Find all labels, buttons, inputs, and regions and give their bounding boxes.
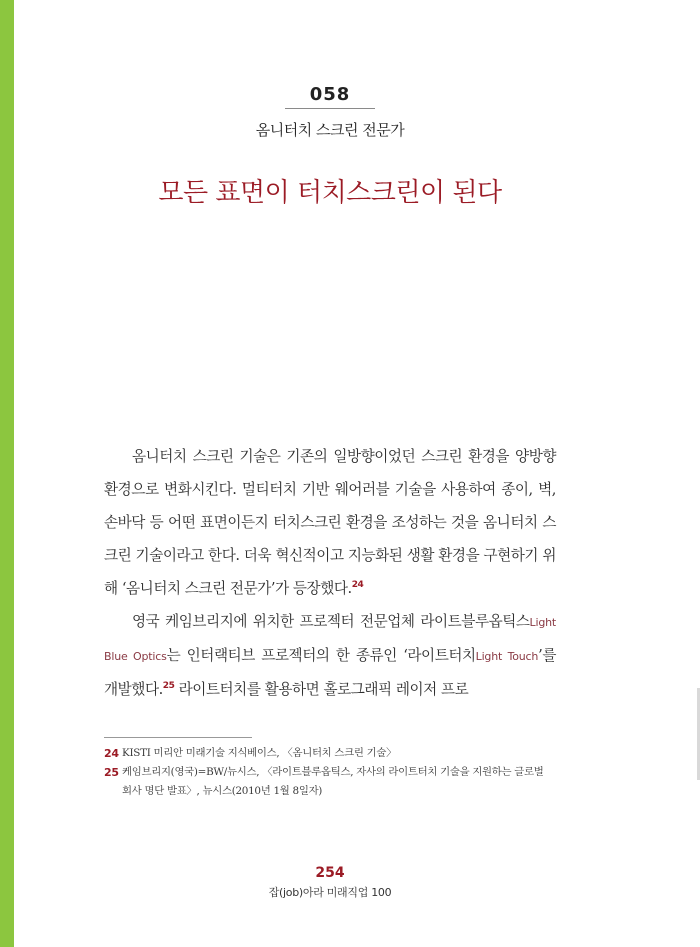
footnote-ref-24[interactable]: 24 [351, 580, 364, 591]
paragraph-2-text-b: 는 인터랙티브 프로젝터의 한 종류인 ‘라이트터치 [166, 647, 476, 664]
paragraph-2 [104, 605, 556, 706]
footnote-text: 케임브리지(영국)=BW/뉴시스, 〈라이트블루옵틱스, 자사의 라이트터치 기술을 지원하는 글로벌 회사 명단 발표〉, 뉴시스(2010년 1월 8일자) [122, 766, 544, 797]
footnote-item [104, 744, 556, 763]
gloss-light-touch: Light Touch [475, 650, 539, 663]
paragraph-2-text-d: 라이트터치를 활용하면 홀로그래픽 레이저 프로 [174, 681, 469, 698]
footnote-item [104, 763, 556, 801]
footnote-divider [104, 737, 252, 738]
paragraph-1 [104, 440, 556, 605]
page-title: 모든 표면이 터치스크린이 된다 [158, 178, 502, 208]
footnote-number: 24 [104, 747, 119, 760]
paragraph-1-text: 옴니터치 스크린 기술은 기존의 일방향이었던 스크린 환경을 양방향 환경으로 변화시킨다. 멀티터치 기반 웨어러블 기술을 사용하여 종이, 벽, 손바닥 등 어떤 표면이든지 터치스크린 환경을 조성하는 것을 옴니터치 스크린 기술이라고 한다. 더욱 혁신적이고 지능화된 생활 환경을 구현하기 위해 ‘옴니터치 스크린 전문가’가 등장했다. [104, 448, 556, 597]
paragraph-2-text-a: 영국 케임브리지에 위치한 프로젝터 전문업체 라이트블루옵틱스 [132, 613, 530, 630]
body-text [104, 440, 556, 706]
footnotes [104, 744, 556, 801]
gloss-light-blue-optics: Light Blue Optics [104, 616, 556, 663]
footnote-ref-25[interactable]: 25 [162, 681, 175, 692]
footnote-number: 25 [104, 766, 119, 779]
book-title: 잡(job)아라 미래직업 100 [268, 886, 392, 899]
paragraph-2-text-c: ’를 개발했다. [104, 647, 556, 698]
chapter-subtitle: 옴니터치 스크린 전문가 [255, 121, 405, 139]
green-spine-bar [0, 0, 14, 947]
chapter-number: 058 [309, 84, 351, 105]
footnote-text: KISTI 미리안 미래기술 지식베이스, 〈옴니터치 스크린 기술〉 [122, 747, 397, 759]
page-number: 254 [315, 865, 345, 881]
chapter-divider [285, 108, 375, 109]
